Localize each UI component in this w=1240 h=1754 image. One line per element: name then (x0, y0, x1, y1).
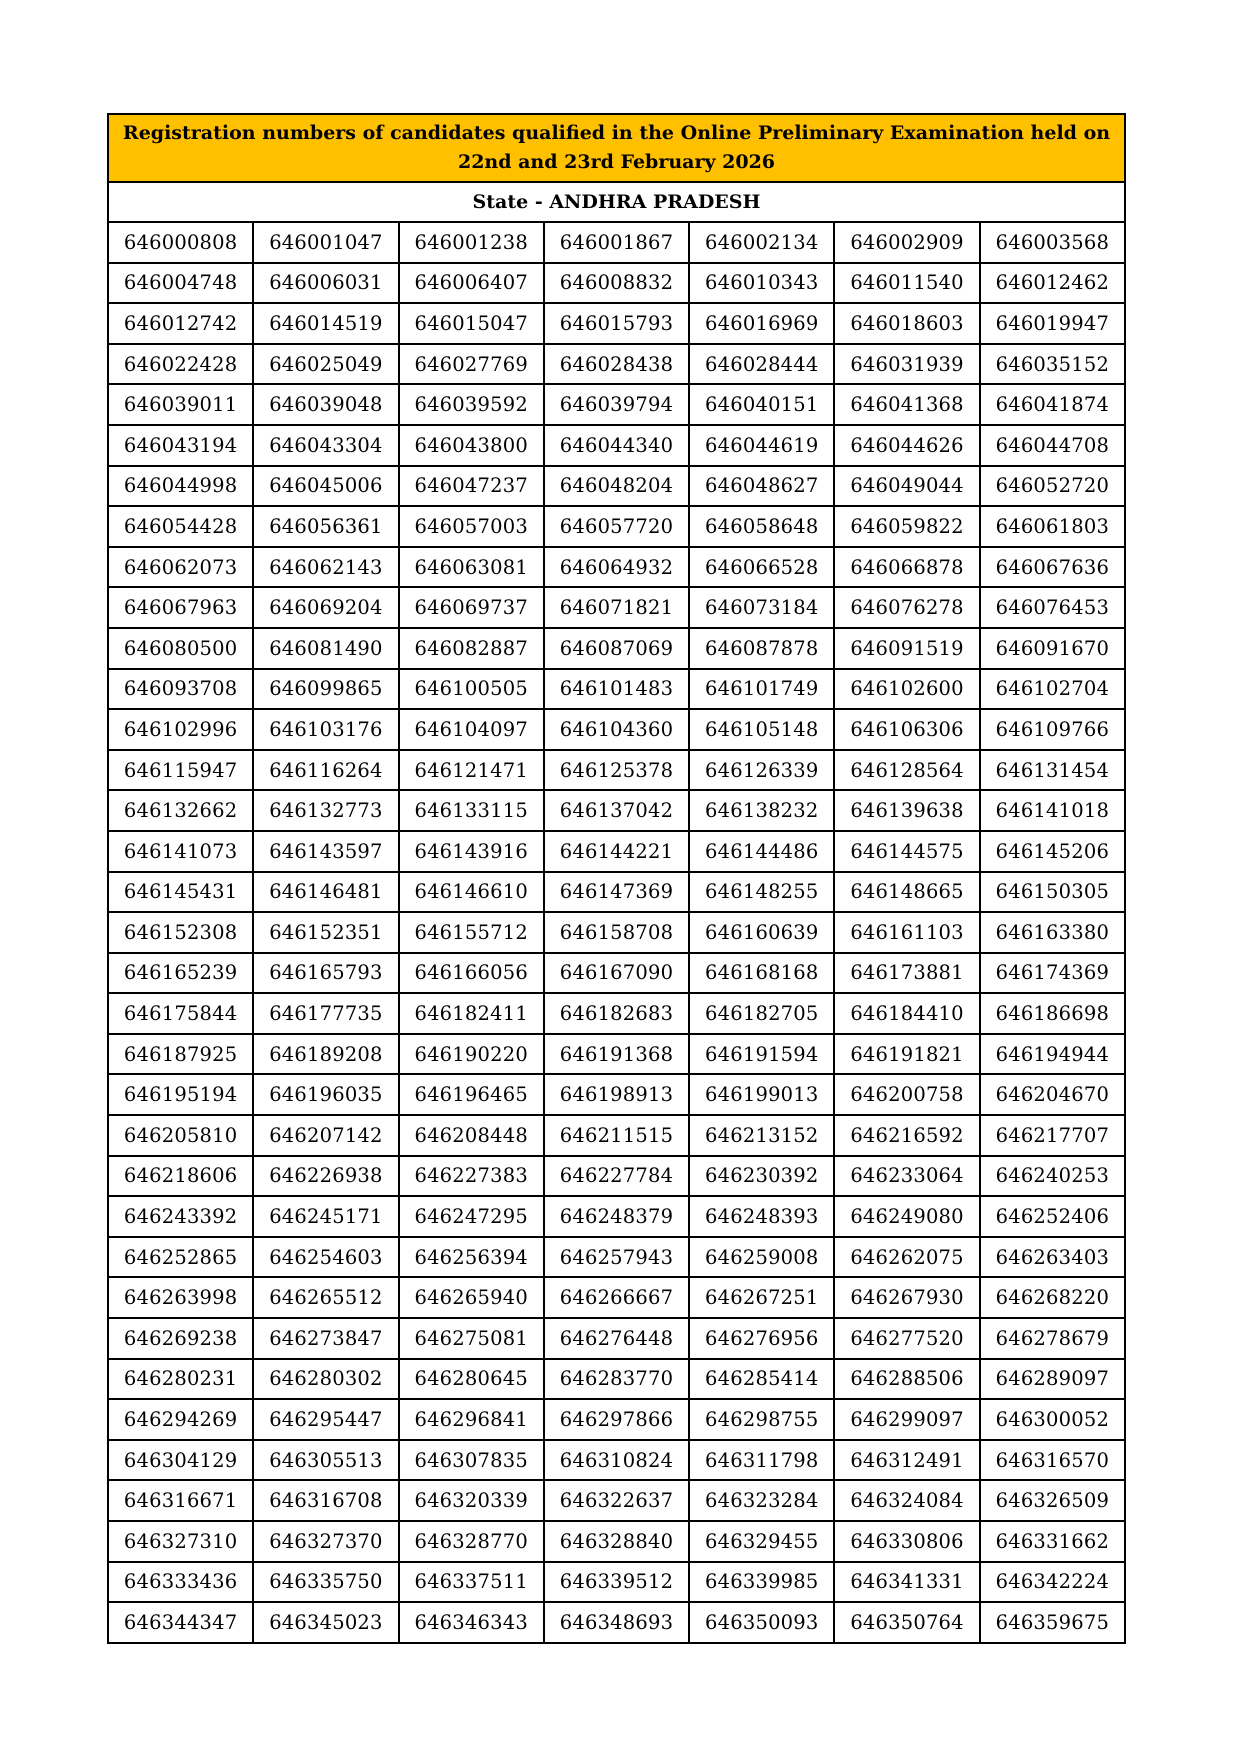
registration-number-cell: 646191821 (834, 1034, 979, 1075)
registration-number-cell: 646350764 (834, 1602, 979, 1643)
registration-numbers-body (108, 222, 1125, 1643)
registration-number-cell: 646198913 (544, 1074, 689, 1115)
registration-number-cell: 646132662 (108, 790, 253, 831)
registration-number-cell: 646116264 (253, 750, 398, 791)
registration-number-cell: 646093708 (108, 669, 253, 710)
registration-number-cell: 646006031 (253, 263, 398, 304)
registration-number-cell: 646196465 (399, 1074, 544, 1115)
table-row (108, 912, 1125, 953)
registration-number-cell: 646087069 (544, 628, 689, 669)
registration-number-cell: 646106306 (834, 709, 979, 750)
registration-number-cell: 646204670 (980, 1074, 1125, 1115)
registration-number-cell: 646296841 (399, 1399, 544, 1440)
registration-number-cell: 646126339 (689, 750, 834, 791)
table-row (108, 953, 1125, 994)
registration-number-cell: 646218606 (108, 1156, 253, 1197)
registration-number-cell: 646076453 (980, 587, 1125, 628)
table-row (108, 303, 1125, 344)
registration-number-cell: 646184410 (834, 993, 979, 1034)
registration-number-cell: 646329455 (689, 1521, 834, 1562)
table-row (108, 750, 1125, 791)
registration-number-cell: 646268220 (980, 1277, 1125, 1318)
table-row (108, 993, 1125, 1034)
registration-number-cell: 646145206 (980, 831, 1125, 872)
registration-number-cell: 646087878 (689, 628, 834, 669)
table-row (108, 1318, 1125, 1359)
registration-number-cell: 646099865 (253, 669, 398, 710)
registration-number-cell: 646167090 (544, 953, 689, 994)
registration-number-cell: 646205810 (108, 1115, 253, 1156)
registration-number-cell: 646101483 (544, 669, 689, 710)
registration-number-cell: 646173881 (834, 953, 979, 994)
registration-number-cell: 646138232 (689, 790, 834, 831)
registration-number-cell: 646058648 (689, 506, 834, 547)
registration-number-cell: 646208448 (399, 1115, 544, 1156)
registration-number-cell: 646047237 (399, 466, 544, 507)
registration-number-cell: 646012742 (108, 303, 253, 344)
registration-number-cell: 646191368 (544, 1034, 689, 1075)
registration-number-cell: 646101749 (689, 669, 834, 710)
registration-number-cell: 646069737 (399, 587, 544, 628)
registration-number-cell: 646330806 (834, 1521, 979, 1562)
registration-number-cell: 646082887 (399, 628, 544, 669)
registration-number-cell: 646049044 (834, 466, 979, 507)
state-row (108, 182, 1125, 222)
registration-number-cell: 646280231 (108, 1359, 253, 1400)
registration-number-cell: 646150305 (980, 872, 1125, 913)
registration-number-cell: 646276448 (544, 1318, 689, 1359)
registration-number-cell: 646141073 (108, 831, 253, 872)
registration-number-cell: 646249080 (834, 1196, 979, 1237)
registration-number-cell: 646175844 (108, 993, 253, 1034)
registration-number-cell: 646263998 (108, 1277, 253, 1318)
table-row (108, 547, 1125, 588)
registration-number-cell: 646071821 (544, 587, 689, 628)
registration-number-cell: 646252865 (108, 1237, 253, 1278)
registration-number-cell: 646073184 (689, 587, 834, 628)
registration-number-cell: 646191594 (689, 1034, 834, 1075)
registration-number-cell: 646158708 (544, 912, 689, 953)
table-row (108, 1562, 1125, 1603)
registration-number-cell: 646247295 (399, 1196, 544, 1237)
registration-number-cell: 646018603 (834, 303, 979, 344)
registration-number-cell: 646233064 (834, 1156, 979, 1197)
table-row (108, 425, 1125, 466)
registration-number-cell: 646316671 (108, 1480, 253, 1521)
registration-number-cell: 646105148 (689, 709, 834, 750)
table-row (108, 1480, 1125, 1521)
table-row (108, 1034, 1125, 1075)
registration-number-cell: 646324084 (834, 1480, 979, 1521)
registration-number-cell: 646288506 (834, 1359, 979, 1400)
registration-number-cell: 646359675 (980, 1602, 1125, 1643)
registration-number-cell: 646057003 (399, 506, 544, 547)
registration-number-cell: 646311798 (689, 1440, 834, 1481)
table-row (108, 1196, 1125, 1237)
registration-number-cell: 646335750 (253, 1562, 398, 1603)
registration-number-cell: 646081490 (253, 628, 398, 669)
registration-number-cell: 646316570 (980, 1440, 1125, 1481)
registration-number-cell: 646040151 (689, 384, 834, 425)
registration-number-cell: 646002909 (834, 222, 979, 263)
registration-number-cell: 646182411 (399, 993, 544, 1034)
registration-number-cell: 646057720 (544, 506, 689, 547)
registration-number-cell: 646200758 (834, 1074, 979, 1115)
table-row (108, 709, 1125, 750)
registration-number-cell: 646348693 (544, 1602, 689, 1643)
registration-number-cell: 646328770 (399, 1521, 544, 1562)
table-row (108, 790, 1125, 831)
registration-number-cell: 646323284 (689, 1480, 834, 1521)
table-row (108, 1237, 1125, 1278)
registration-number-cell: 646194944 (980, 1034, 1125, 1075)
registration-number-cell: 646252406 (980, 1196, 1125, 1237)
registration-number-cell: 646273847 (253, 1318, 398, 1359)
registration-number-cell: 646039048 (253, 384, 398, 425)
registration-number-cell: 646102996 (108, 709, 253, 750)
table-row (108, 1399, 1125, 1440)
registration-number-cell: 646052720 (980, 466, 1125, 507)
registration-table (107, 113, 1126, 1644)
registration-number-cell: 646283770 (544, 1359, 689, 1400)
registration-number-cell: 646115947 (108, 750, 253, 791)
registration-number-cell: 646345023 (253, 1602, 398, 1643)
registration-number-cell: 646182705 (689, 993, 834, 1034)
registration-number-cell: 646257943 (544, 1237, 689, 1278)
registration-number-cell: 646320339 (399, 1480, 544, 1521)
registration-number-cell: 646011540 (834, 263, 979, 304)
registration-number-cell: 646265940 (399, 1277, 544, 1318)
table-row (108, 872, 1125, 913)
registration-number-cell: 646196035 (253, 1074, 398, 1115)
registration-number-cell: 646043304 (253, 425, 398, 466)
registration-number-cell: 646069204 (253, 587, 398, 628)
registration-number-cell: 646350093 (689, 1602, 834, 1643)
registration-number-cell: 646189208 (253, 1034, 398, 1075)
registration-number-cell: 646146610 (399, 872, 544, 913)
registration-number-cell: 646001867 (544, 222, 689, 263)
registration-number-cell: 646014519 (253, 303, 398, 344)
registration-number-cell: 646028444 (689, 344, 834, 385)
registration-number-cell: 646195194 (108, 1074, 253, 1115)
registration-number-cell: 646144221 (544, 831, 689, 872)
registration-number-cell: 646102704 (980, 669, 1125, 710)
registration-number-cell: 646285414 (689, 1359, 834, 1400)
registration-number-cell: 646227784 (544, 1156, 689, 1197)
table-row (108, 587, 1125, 628)
registration-number-cell: 646147369 (544, 872, 689, 913)
registration-number-cell: 646016969 (689, 303, 834, 344)
registration-number-cell: 646165239 (108, 953, 253, 994)
registration-number-cell: 646015793 (544, 303, 689, 344)
table-row (108, 222, 1125, 263)
registration-number-cell: 646297866 (544, 1399, 689, 1440)
registration-number-cell: 646207142 (253, 1115, 398, 1156)
registration-number-cell: 646304129 (108, 1440, 253, 1481)
registration-number-cell: 646019947 (980, 303, 1125, 344)
registration-number-cell: 646186698 (980, 993, 1125, 1034)
document-title (108, 114, 1125, 182)
registration-number-cell: 646061803 (980, 506, 1125, 547)
registration-number-cell: 646035152 (980, 344, 1125, 385)
table-row (108, 669, 1125, 710)
title-line-2: 22nd and 23rd February 2026 (457, 151, 776, 173)
registration-number-cell: 646143597 (253, 831, 398, 872)
table-row (108, 384, 1125, 425)
registration-number-cell: 646067636 (980, 547, 1125, 588)
registration-number-cell: 646248393 (689, 1196, 834, 1237)
registration-number-cell: 646346343 (399, 1602, 544, 1643)
registration-number-cell: 646326509 (980, 1480, 1125, 1521)
registration-number-cell: 646091519 (834, 628, 979, 669)
registration-number-cell: 646213152 (689, 1115, 834, 1156)
table-row (108, 263, 1125, 304)
registration-number-cell: 646080500 (108, 628, 253, 669)
registration-number-cell: 646104360 (544, 709, 689, 750)
registration-number-cell: 646121471 (399, 750, 544, 791)
registration-number-cell: 646344347 (108, 1602, 253, 1643)
registration-number-cell: 646262075 (834, 1237, 979, 1278)
registration-list-sheet (107, 113, 1126, 1644)
table-row (108, 1074, 1125, 1115)
title-line-1: Registration numbers of candidates qualified in the Online Preliminary Examination held on (122, 122, 1111, 144)
registration-number-cell: 646066528 (689, 547, 834, 588)
registration-number-cell: 646054428 (108, 506, 253, 547)
registration-number-cell: 646148255 (689, 872, 834, 913)
registration-number-cell: 646174369 (980, 953, 1125, 994)
registration-number-cell: 646217707 (980, 1115, 1125, 1156)
registration-number-cell: 646022428 (108, 344, 253, 385)
registration-number-cell: 646265512 (253, 1277, 398, 1318)
registration-number-cell: 646031939 (834, 344, 979, 385)
registration-number-cell: 646312491 (834, 1440, 979, 1481)
registration-number-cell: 646041874 (980, 384, 1125, 425)
registration-number-cell: 646267930 (834, 1277, 979, 1318)
registration-number-cell: 646003568 (980, 222, 1125, 263)
registration-number-cell: 646331662 (980, 1521, 1125, 1562)
registration-number-cell: 646004748 (108, 263, 253, 304)
registration-number-cell: 646010343 (689, 263, 834, 304)
registration-number-cell: 646165793 (253, 953, 398, 994)
registration-number-cell: 646045006 (253, 466, 398, 507)
registration-number-cell: 646230392 (689, 1156, 834, 1197)
registration-number-cell: 646001238 (399, 222, 544, 263)
registration-number-cell: 646006407 (399, 263, 544, 304)
registration-number-cell: 646141018 (980, 790, 1125, 831)
registration-number-cell: 646199013 (689, 1074, 834, 1115)
registration-number-cell: 646155712 (399, 912, 544, 953)
registration-number-cell: 646339512 (544, 1562, 689, 1603)
registration-number-cell: 646044619 (689, 425, 834, 466)
registration-number-cell: 646328840 (544, 1521, 689, 1562)
registration-number-cell: 646104097 (399, 709, 544, 750)
registration-number-cell: 646044708 (980, 425, 1125, 466)
registration-number-cell: 646144486 (689, 831, 834, 872)
table-row (108, 831, 1125, 872)
registration-number-cell: 646256394 (399, 1237, 544, 1278)
registration-number-cell: 646263403 (980, 1237, 1125, 1278)
registration-number-cell: 646163380 (980, 912, 1125, 953)
registration-number-cell: 646333436 (108, 1562, 253, 1603)
registration-number-cell: 646278679 (980, 1318, 1125, 1359)
registration-number-cell: 646076278 (834, 587, 979, 628)
registration-number-cell: 646226938 (253, 1156, 398, 1197)
table-row (108, 1156, 1125, 1197)
registration-number-cell: 646100505 (399, 669, 544, 710)
registration-number-cell: 646152308 (108, 912, 253, 953)
registration-number-cell: 646277520 (834, 1318, 979, 1359)
table-row (108, 1115, 1125, 1156)
registration-number-cell: 646145431 (108, 872, 253, 913)
registration-number-cell: 646133115 (399, 790, 544, 831)
registration-number-cell: 646039011 (108, 384, 253, 425)
registration-number-cell: 646248379 (544, 1196, 689, 1237)
registration-number-cell: 646337511 (399, 1562, 544, 1603)
registration-number-cell: 646177735 (253, 993, 398, 1034)
registration-number-cell: 646039794 (544, 384, 689, 425)
registration-number-cell: 646062143 (253, 547, 398, 588)
registration-number-cell: 646043194 (108, 425, 253, 466)
registration-number-cell: 646259008 (689, 1237, 834, 1278)
registration-number-cell: 646139638 (834, 790, 979, 831)
table-row (108, 506, 1125, 547)
registration-number-cell: 646168168 (689, 953, 834, 994)
table-row (108, 1440, 1125, 1481)
registration-number-cell: 646245171 (253, 1196, 398, 1237)
registration-number-cell: 646001047 (253, 222, 398, 263)
registration-number-cell: 646280302 (253, 1359, 398, 1400)
registration-number-cell: 646267251 (689, 1277, 834, 1318)
registration-number-cell: 646044626 (834, 425, 979, 466)
table-row (108, 1359, 1125, 1400)
table-row (108, 466, 1125, 507)
registration-number-cell: 646062073 (108, 547, 253, 588)
table-row (108, 344, 1125, 385)
registration-number-cell: 646187925 (108, 1034, 253, 1075)
registration-number-cell: 646276956 (689, 1318, 834, 1359)
registration-number-cell: 646211515 (544, 1115, 689, 1156)
table-row (108, 1602, 1125, 1643)
registration-number-cell: 646310824 (544, 1440, 689, 1481)
registration-number-cell: 646063081 (399, 547, 544, 588)
registration-number-cell: 646166056 (399, 953, 544, 994)
registration-number-cell: 646148665 (834, 872, 979, 913)
registration-number-cell: 646327310 (108, 1521, 253, 1562)
table-row (108, 1521, 1125, 1562)
registration-number-cell: 646008832 (544, 263, 689, 304)
registration-number-cell: 646002134 (689, 222, 834, 263)
registration-number-cell: 646044998 (108, 466, 253, 507)
registration-number-cell: 646027769 (399, 344, 544, 385)
registration-number-cell: 646066878 (834, 547, 979, 588)
registration-number-cell: 646064932 (544, 547, 689, 588)
registration-number-cell: 646043800 (399, 425, 544, 466)
registration-number-cell: 646041368 (834, 384, 979, 425)
registration-number-cell: 646044340 (544, 425, 689, 466)
registration-number-cell: 646059822 (834, 506, 979, 547)
registration-number-cell: 646109766 (980, 709, 1125, 750)
registration-number-cell: 646048204 (544, 466, 689, 507)
registration-number-cell: 646132773 (253, 790, 398, 831)
registration-number-cell: 646295447 (253, 1399, 398, 1440)
registration-number-cell: 646131454 (980, 750, 1125, 791)
registration-number-cell: 646294269 (108, 1399, 253, 1440)
registration-number-cell: 646227383 (399, 1156, 544, 1197)
registration-number-cell: 646039592 (399, 384, 544, 425)
registration-number-cell: 646300052 (980, 1399, 1125, 1440)
registration-number-cell: 646000808 (108, 222, 253, 263)
registration-number-cell: 646028438 (544, 344, 689, 385)
registration-number-cell: 646182683 (544, 993, 689, 1034)
registration-number-cell: 646146481 (253, 872, 398, 913)
registration-number-cell: 646048627 (689, 466, 834, 507)
registration-number-cell: 646342224 (980, 1562, 1125, 1603)
registration-number-cell: 646103176 (253, 709, 398, 750)
registration-number-cell: 646298755 (689, 1399, 834, 1440)
table-row (108, 628, 1125, 669)
registration-number-cell: 646269238 (108, 1318, 253, 1359)
registration-number-cell: 646125378 (544, 750, 689, 791)
registration-number-cell: 646161103 (834, 912, 979, 953)
registration-number-cell: 646067963 (108, 587, 253, 628)
registration-number-cell: 646056361 (253, 506, 398, 547)
registration-number-cell: 646216592 (834, 1115, 979, 1156)
table-row (108, 1277, 1125, 1318)
registration-number-cell: 646143916 (399, 831, 544, 872)
registration-number-cell: 646280645 (399, 1359, 544, 1400)
registration-number-cell: 646160639 (689, 912, 834, 953)
registration-number-cell: 646275081 (399, 1318, 544, 1359)
registration-number-cell: 646243392 (108, 1196, 253, 1237)
registration-number-cell: 646299097 (834, 1399, 979, 1440)
registration-number-cell: 646152351 (253, 912, 398, 953)
registration-number-cell: 646102600 (834, 669, 979, 710)
registration-number-cell: 646339985 (689, 1562, 834, 1603)
registration-number-cell: 646012462 (980, 263, 1125, 304)
registration-number-cell: 646341331 (834, 1562, 979, 1603)
registration-number-cell: 646128564 (834, 750, 979, 791)
state-label: State - ANDHRA PRADESH (108, 182, 1125, 222)
registration-number-cell: 646322637 (544, 1480, 689, 1521)
registration-number-cell: 646327370 (253, 1521, 398, 1562)
registration-number-cell: 646091670 (980, 628, 1125, 669)
registration-number-cell: 646254603 (253, 1237, 398, 1278)
registration-number-cell: 646240253 (980, 1156, 1125, 1197)
registration-number-cell: 646289097 (980, 1359, 1125, 1400)
registration-number-cell: 646190220 (399, 1034, 544, 1075)
registration-number-cell: 646015047 (399, 303, 544, 344)
registration-number-cell: 646305513 (253, 1440, 398, 1481)
registration-number-cell: 646137042 (544, 790, 689, 831)
registration-number-cell: 646025049 (253, 344, 398, 385)
title-row (108, 114, 1125, 182)
registration-number-cell: 646316708 (253, 1480, 398, 1521)
registration-number-cell: 646144575 (834, 831, 979, 872)
registration-number-cell: 646266667 (544, 1277, 689, 1318)
registration-number-cell: 646307835 (399, 1440, 544, 1481)
